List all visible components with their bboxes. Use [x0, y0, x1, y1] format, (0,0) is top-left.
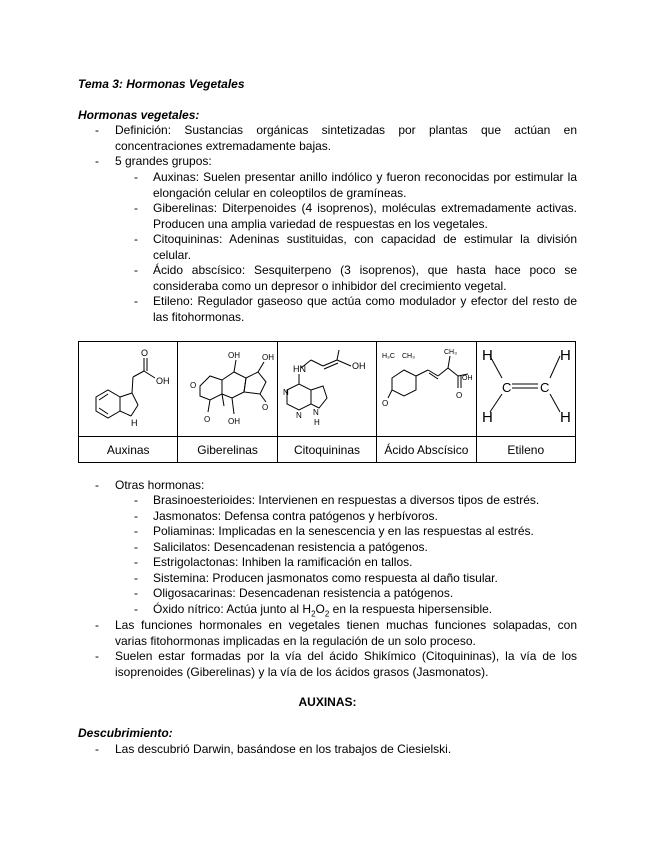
otras-item: Salicilatos: Desencadenan resistencia a patógenos. — [153, 540, 428, 554]
label-abscisico: Ácido Abscísico — [377, 437, 476, 463]
bullet-dash: - — [134, 540, 138, 554]
oxygen-label: O — [141, 348, 149, 358]
nitrogen-label: N — [312, 408, 319, 417]
grupo-item-citoquininas: Citoquininas: Adeninas sustituidas, con capacidad de estimular la división celular. — [153, 232, 577, 262]
oxido-sub: 2 — [311, 609, 316, 619]
otras-item: Jasmonatos: Defensa contra patógenos y herbívoros. — [153, 509, 438, 523]
bullet-dash: - — [95, 478, 99, 492]
oxygen-label: O — [190, 381, 197, 390]
hydrogen-label: H — [559, 347, 571, 364]
grupo-item-giberelinas: Giberelinas: Diterpenoides (4 isoprenos), moléculas extremadamente activas. Producen una amplia variedad de respuestas en los vegetales. — [153, 201, 577, 231]
grupo-item-etileno: Etileno: Regulador gaseoso que actúa como modulador y efector del resto de las fitohormonas. — [153, 294, 577, 324]
oxygen-label: O — [262, 403, 269, 412]
h3c-label: H₃C — [382, 353, 396, 360]
oxygen-label: O — [456, 391, 463, 400]
otras-item: Estrigolactonas: Inhiben la ramificación en tallos. — [153, 555, 413, 569]
hydroxyl-label: OH — [156, 376, 170, 386]
auxinas-structure — [79, 342, 178, 437]
label-auxinas: Auxinas — [79, 437, 178, 463]
grupos-text: 5 grandes grupos: — [115, 154, 212, 168]
hydrogen-label: H — [481, 409, 493, 426]
hydroxyl-label: OH — [462, 375, 473, 382]
bullet-dash: - — [95, 649, 99, 663]
bullet-dash: - — [134, 555, 138, 569]
hydroxyl-label: OH — [228, 417, 241, 426]
etileno-structure — [476, 342, 575, 437]
hydrogen-label: H — [481, 347, 493, 364]
otras-item: Sistemina: Producen jasmonatos como respuesta al daño tisular. — [153, 571, 498, 585]
bullet-dash: - — [134, 493, 138, 507]
hydroxyl-label: OH — [351, 361, 366, 371]
nitrogen-h-label: H — [313, 418, 320, 427]
hormone-structures-table — [78, 341, 576, 463]
otras-text: Otras hormonas: — [115, 478, 205, 492]
descubrimiento-heading: Descubrimiento: — [78, 726, 173, 740]
auxinas-molecule-image — [80, 344, 176, 434]
bullet-dash: - — [134, 524, 138, 538]
otras-item: Poliaminas: Implicadas en la senescencia y en las respuestas al estrés. — [153, 524, 534, 538]
otras-item: Oligosacarinas: Desencadenan resistencia a patógenos. — [153, 586, 454, 600]
hn-label: HN — [292, 364, 306, 374]
giberelinas-molecule-image — [178, 344, 278, 434]
bullet-dash: - — [134, 509, 138, 523]
descubrimiento-item: Las descubrió Darwin, basándose en los trabajos de Ciesielski. — [115, 742, 452, 756]
hydrogen-label: H — [559, 409, 571, 426]
ch3-label: CH₃ — [444, 349, 458, 356]
etileno-molecule-image — [478, 344, 574, 434]
bullet-dash: - — [134, 294, 138, 308]
ch3-label: CH₃ — [402, 353, 416, 360]
oxido-mid: O — [315, 602, 325, 616]
bullet-dash: - — [134, 602, 138, 616]
page-title: Tema 3: Hormonas Vegetales — [78, 77, 245, 91]
carbon-label: C — [539, 380, 550, 395]
carbon-label: C — [501, 380, 512, 395]
bullet-dash: - — [134, 170, 138, 184]
oxido-sub: 2 — [324, 609, 330, 619]
bullet-dash: - — [134, 571, 138, 585]
abscisico-molecule-image — [378, 344, 474, 434]
bullet-dash: - — [95, 742, 99, 756]
bullet-dash: - — [95, 154, 99, 168]
formadas-text: Suelen estar formadas por la vía del ácido Shikímico (Citoquininas), la vía de los isoprenoides (Giberelinas) y la vía de los ácidos grasos (Jasmonatos). — [115, 649, 577, 679]
label-giberelinas: Giberelinas — [178, 437, 277, 463]
funciones-text: Las funciones hormonales en vegetales tienen muchas funciones solapadas, con varias fitohormonas implicadas en la regulación de un solo proceso. — [115, 618, 577, 648]
auxinas-heading: AUXINAS: — [298, 695, 357, 709]
bullet-dash: - — [134, 201, 138, 215]
hydroxyl-label: OH — [228, 351, 241, 360]
giberelinas-structure — [178, 342, 277, 437]
bullet-dash: - — [134, 586, 138, 600]
grupo-item-abscisico: Ácido abscísico: Sesquiterpeno (3 isoprenos), que hasta hace poco se consideraba como un depresor o inhibidor del crecimiento vegetal. — [153, 263, 577, 293]
abscisico-structure — [377, 342, 476, 437]
oxygen-label: O — [204, 415, 211, 424]
nitrogen-label: N — [282, 388, 289, 397]
label-etileno: Etileno — [476, 437, 575, 463]
bullet-dash: - — [134, 232, 138, 246]
otras-item: Brasinoesterioides: Intervienen en respuestas a diversos tipos de estrés. — [153, 493, 540, 507]
citoquininas-molecule-image — [279, 344, 375, 434]
bullet-dash: - — [95, 618, 99, 632]
grupo-item-auxinas: Auxinas: Suelen presentar anillo indólico y fueron reconocidas por estimular la elongación celular en coleoptilos de gramíneas. — [153, 170, 577, 200]
oxygen-label: O — [382, 399, 389, 408]
oxido-prefix: Óxido nítrico: Actúa junto al H — [153, 602, 312, 616]
hydroxyl-label: OH — [262, 353, 275, 362]
nitrogen-label: N — [295, 411, 302, 420]
citoquininas-structure — [277, 342, 376, 437]
definicion-text: Definición: Sustancias orgánicas sintetizadas por plantas que actúan en concentraciones extremadamente bajas. — [115, 123, 577, 153]
nitrogen-h-label: H — [131, 418, 138, 428]
oxido-suffix: en la respuesta hipersensible. — [329, 602, 493, 616]
bullet-dash: - — [134, 263, 138, 277]
label-citoquininas: Citoquininas — [277, 437, 376, 463]
section-heading: Hormonas vegetales: — [78, 108, 200, 122]
bullet-dash: - — [95, 123, 99, 137]
